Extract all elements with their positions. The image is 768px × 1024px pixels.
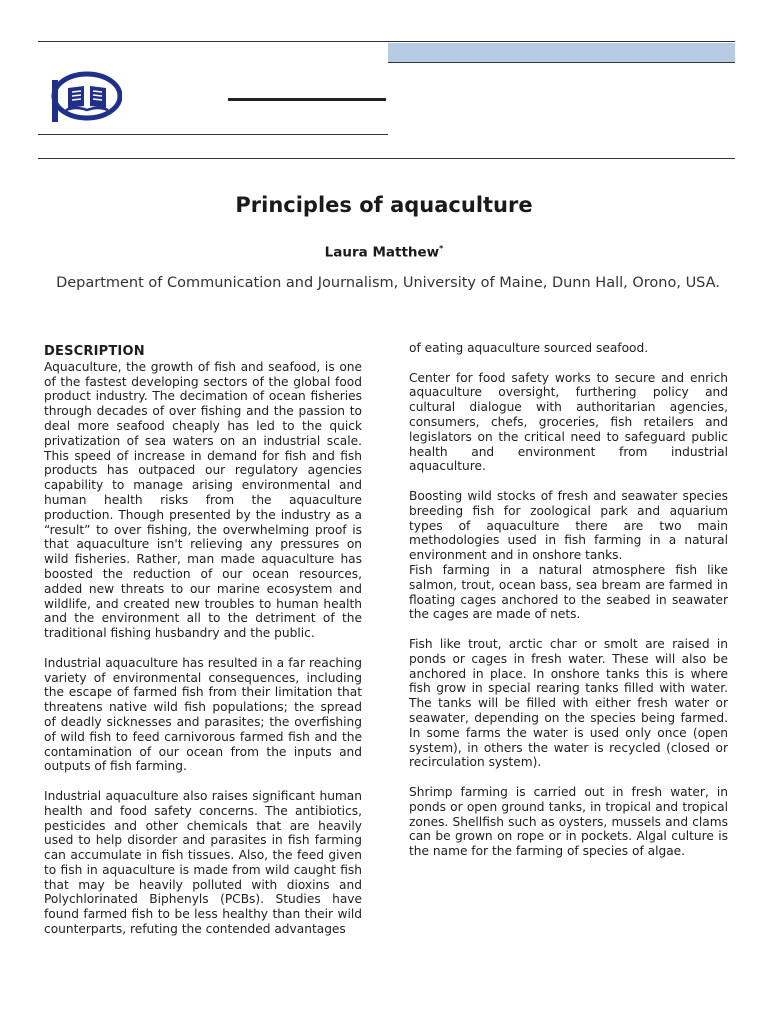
left-paragraph-2: Industrial aquaculture has resulted in a far reaching variety of environmental consequences, including the escape of farmed fish from their limitation that threatens native wild fish populations; the spread of deadly sicknesses and parasites; the overfishing of wild fish to feed carnivorous farmed fish and the contamination of our ocean from the inputs and outputs of fish farming. — [44, 655, 362, 774]
open-book-logo-icon — [50, 70, 122, 124]
right-paragraph-5: Fish like trout, arctic char or smolt are raised in ponds or cages in fresh water. These will also be anchored in place. In onshore tanks this is where fish grow in special rearing tanks filled with water. The tanks will be filled with either fresh water or seawater, depending on the species being farmed. In some farms the water is used only once (open system), in others the water is recycled (closed or recirculation system). — [409, 636, 728, 770]
left-paragraph-3: Industrial aquaculture also raises significant human health and food safety concerns. The antibiotics, pesticides and other chemicals that are heavily used to help disorder and parasites in fish farming can accumulate in fish tissues. Also, the feed given to fish in aquaculture is made from wild caught fish that may be heavily polluted with dioxins and Polychlorinated Biphenyls (PCBs). Studies have found farmed fish to be less healthy than their wild counterparts, refuting the contended advantages — [44, 788, 362, 937]
author-affiliation: Department of Communication and Journalism, University of Maine, Dunn Hall, Orono, USA. — [56, 275, 720, 291]
right-paragraph-3: Boosting wild stocks of fresh and seawater species breeding fish for zoological park and aquarium types of aquaculture there are two main methodologies used in fish farming in a natural environment and in onshore tanks. — [409, 488, 728, 563]
right-paragraph-2: Center for food safety works to secure and enrich aquaculture oversight, furthering policy and cultural dialogue with authoritarian agencies, consumers, chefs, groceries, fish retailers and legislators on the critical need to safeguard public health and environment from industrial aquaculture. — [409, 370, 728, 474]
right-paragraph-4: Fish farming in a natural atmosphere fish like salmon, trout, ocean bass, sea bream are farmed in floating cages anchored to the seabed in seawater the cages are made of nets. — [409, 562, 728, 622]
top-rule — [38, 41, 735, 42]
left-column — [44, 343, 362, 937]
header-rule-long — [38, 158, 735, 159]
header-dash — [228, 98, 386, 101]
right-paragraph-1: of eating aquaculture sourced seafood. — [409, 341, 649, 355]
author-line — [0, 244, 768, 261]
header-rule-short — [38, 134, 388, 135]
article-title: Principles of aquaculture — [235, 193, 533, 217]
right-paragraph-6: Shrimp farming is carried out in fresh water, in ponds or open ground tanks, in tropical and tropical zones. Shellfish such as oysters, mussels and clams can be grown on rope or in pockets. Algal culture is the name for the farming of species of algae. — [409, 784, 728, 859]
header-color-band — [388, 43, 735, 63]
right-column — [409, 341, 728, 874]
author-footnote-mark: * — [439, 244, 444, 253]
section-heading: DESCRIPTION — [44, 344, 145, 359]
author-name: Laura Matthew — [324, 244, 440, 261]
left-paragraph-1: Aquaculture, the growth of fish and seafood, is one of the fastest developing sectors of the global food product industry. The decimation of ocean fisheries through decades of over fishing and the passion to deal more seafood cheaply has led to the quick privatization of sea waters on an industrial scale. This speed of increase in demand for fish and fish products has outpaced our regulatory agencies capability to manage arising environmental and human health risks from the aquaculture production. Though presented by the industry as a “result” to over fishing, the overwhelming proof is that aquaculture isn't relieving any pressures on wild fisheries. Rather, man made aquaculture has boosted the reduction of our ocean resources, added new threats to our marine ecosystem and wildlife, and created new troubles to human health and the environment all to the detriment of the traditional fishing husbandry and the public. — [44, 359, 362, 641]
